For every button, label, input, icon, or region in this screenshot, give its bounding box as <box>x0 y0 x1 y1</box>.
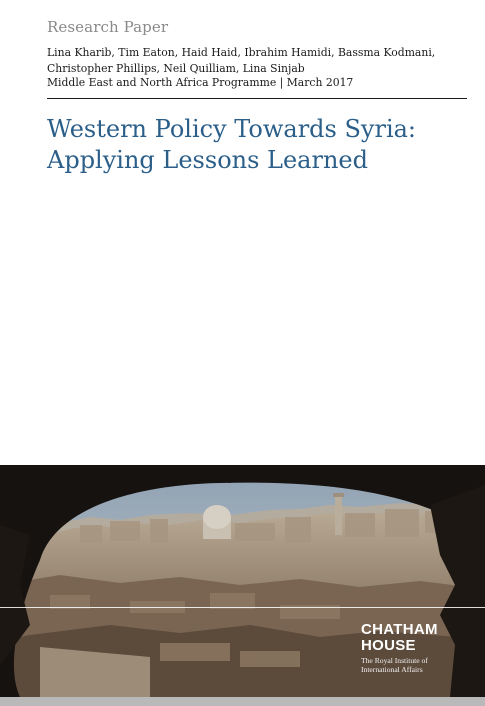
header-divider <box>47 98 467 99</box>
author-list <box>47 45 467 76</box>
author-line: Christopher Phillips, Neil Quilliam, Lina Sinjab <box>47 61 305 75</box>
logo-tagline-line: The Royal Institute of <box>361 656 428 665</box>
logo-word: CHATHAM <box>361 621 438 638</box>
bottom-border-strip <box>0 697 485 706</box>
logo-word: HOUSE <box>361 637 416 654</box>
author-line: Lina Kharib, Tim Eaton, Haid Haid, Ibrahim Hamidi, Bassma Kodmani, <box>47 46 436 59</box>
photo-divider-line <box>0 607 485 608</box>
title-line: Applying Lessons Learned <box>47 146 368 174</box>
title-line: Western Policy Towards Syria: <box>47 115 417 143</box>
logo-tagline-line: International Affairs <box>361 665 423 674</box>
series-label: Research Paper <box>47 18 169 36</box>
logo-tagline <box>361 656 471 674</box>
chatham-house-logo <box>361 622 471 674</box>
document-title <box>47 114 467 176</box>
programme-date: Middle East and North Africa Programme | March 2017 <box>47 76 354 89</box>
